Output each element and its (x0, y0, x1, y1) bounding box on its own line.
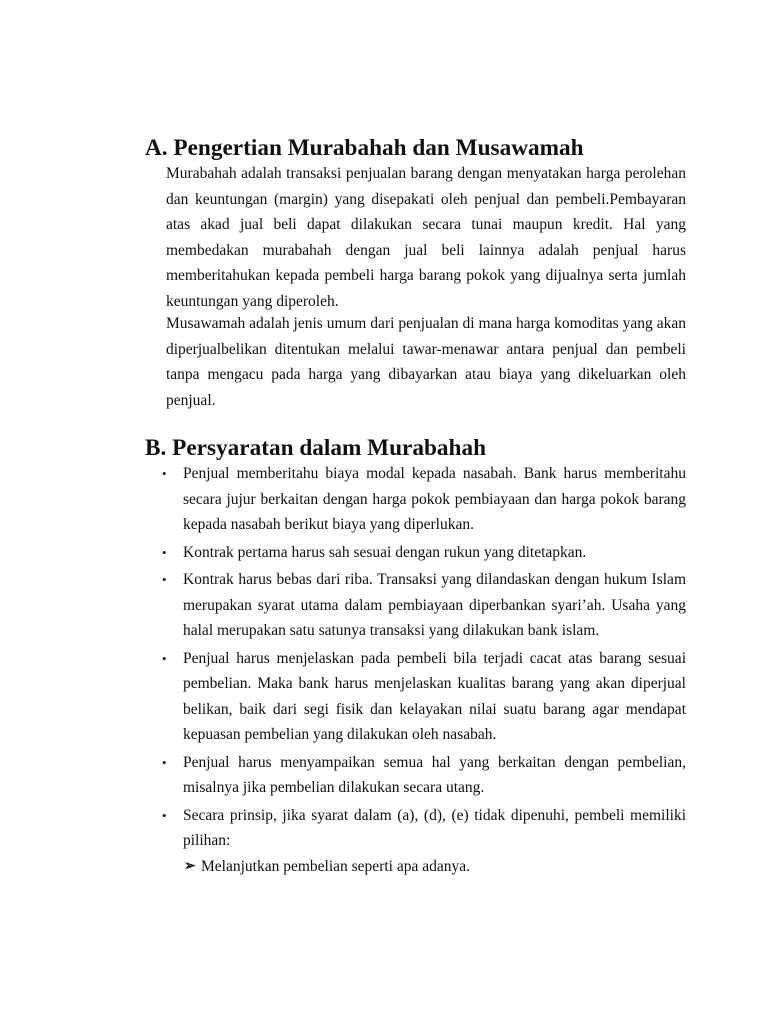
requirements-list (160, 461, 686, 881)
bullet-icon: • (162, 807, 167, 823)
section-a-heading: A. Pengertian Murabahah dan Musawamah (145, 135, 584, 161)
list-item (160, 461, 686, 538)
list-item-text: Kontrak pertama harus sah sesuai dengan rukun yang ditetapkan. (183, 543, 587, 561)
sub-list-item (183, 854, 686, 880)
paragraph-musawamah: Musawamah adalah jenis umum dari penjualan di mana harga komoditas yang akan diperjualbelikan ditentukan melalui tawar-menawar antara penjual dan pembeli tanpa mengacu pada harga yang dibayarkan atau biaya yang dikeluarkan oleh penjual. (166, 315, 686, 409)
bullet-icon: • (162, 466, 167, 481)
sub-list-item-text: Melanjutkan pembelian seperti apa adanya. (201, 857, 470, 875)
arrow-bullet-icon: ➢ (184, 858, 196, 874)
list-item (160, 540, 686, 566)
paragraph-murabahah: Murabahah adalah transaksi penjualan barang dengan menyatakan harga perolehan dan keuntungan (margin) yang disepakati oleh penjual dan pembeli.Pembayaran atas akad jual beli dapat dilakukan secara tunai maupun kredit. Hal yang membedakan murabahah dengan jual beli lainnya adalah penjual harus memberitahukan kepada pembeli harga barang pokok yang dijualnya serta jumlah keuntungan yang diperoleh. (166, 165, 686, 310)
list-item (160, 567, 686, 644)
bullet-icon: • (162, 754, 167, 770)
bullet-icon: • (162, 544, 167, 560)
list-item-text: Penjual harus menjelaskan pada pembeli bila terjadi cacat atas barang sesuai pembelian. Maka bank harus menjelaskan kualitas barang yang akan diperjual belikan, baik dari segi fisik dan kelayakan nilai suatu barang agar mendapat kepuasan pembelian yang dilakukan oleh nasabah. (183, 649, 686, 743)
section-b-heading: B. Persyaratan dalam Murabahah (145, 435, 487, 461)
bullet-icon: • (162, 572, 167, 587)
list-item-text: Penjual memberitahu biaya modal kepada nasabah. Bank harus memberitahu secara jujur berkaitan dengan harga pokok pembiayaan dan harga pokok barang kepada nasabah berikut biaya yang diperlukan. (183, 465, 686, 533)
list-item-text: Secara prinsip, jika syarat dalam (a), (d), (e) tidak dipenuhi, pembeli memiliki pilihan: (183, 806, 686, 849)
list-item (160, 803, 686, 880)
list-item (160, 646, 686, 748)
list-item-text: Penjual harus menyampaikan semua hal yang berkaitan dengan pembelian, misalnya jika pembelian dilakukan secara utang. (183, 753, 686, 796)
list-item (160, 750, 686, 801)
bullet-icon: • (162, 650, 167, 666)
list-item-text: Kontrak harus bebas dari riba. Transaksi yang dilandaskan dengan hukum Islam merupakan syarat utama dalam pembiayaan diperbankan syari’ah. Usaha yang halal merupakan satu satunya transaksi yang dilakukan bank islam. (183, 571, 686, 639)
